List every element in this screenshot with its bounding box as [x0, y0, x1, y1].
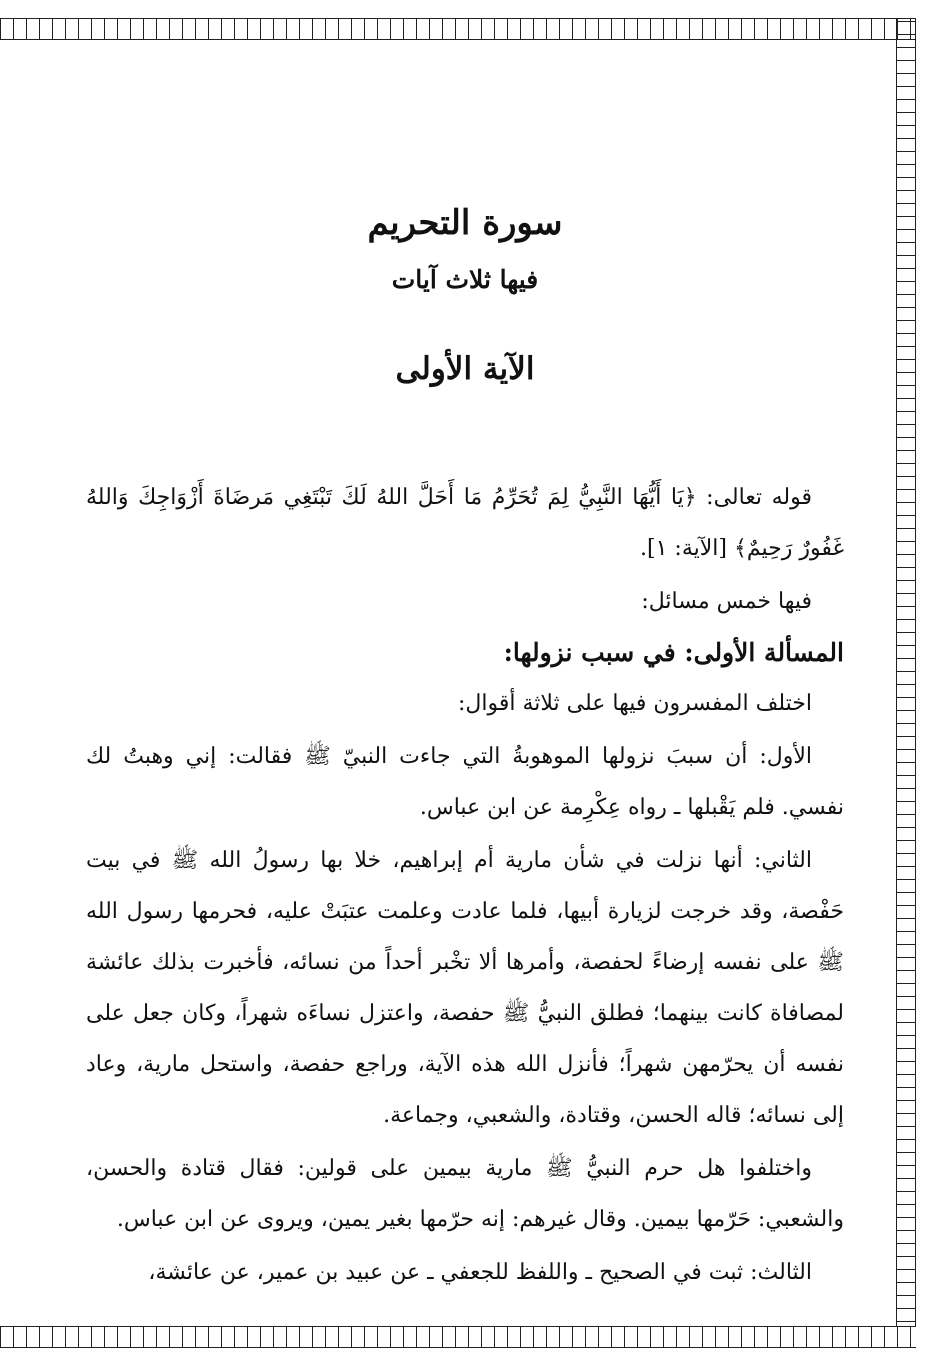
section-heading: المسألة الأولى: في سبب نزولها: — [503, 638, 844, 667]
paragraph-second-opinion: الثاني: أنها نزلت في شأن مارية أم إبراهيم، خلا بها رسولُ الله ﷺ في بيت حَفْصة، وقد خرجت لزيارة أبيها، فلما عادت وعلمت عتبَتْ عليه، فحرمها رسول الله ﷺ على نفسه إرضاءً لحفصة، وأمرها ألا تخْبر أحداً من نسائه، فأخبرت بذلك عائشة لمصافاة كانت بينهما؛ فطلق النبيُّ ﷺ حفصة، واعتزل نساءَه شهراً، وكان جعل على نفسه أن يحرّمهن شهراً؛ فأنزل الله هذه الآية، وراجع حفصة، واستحل مارية، وعاد إلى نسائه؛ قاله الحسن، وقتادة، والشعبي، وجماعة. — [86, 848, 844, 1128]
body-text — [86, 472, 844, 1298]
border-top — [0, 18, 916, 40]
ayah-title: الآية الأولى — [395, 351, 535, 387]
paragraph-oath-dispute: واختلفوا هل حرم النبيُّ ﷺ مارية بيمين على قولين: فقال قتادة والحسن، والشعبي: حَرّمها بيمين. وقال غيرهم: إنه حرّمها بغير يمين، ويروى عن ابن عباس. — [86, 1156, 844, 1232]
surah-title: سورة التحريم — [367, 203, 563, 243]
paragraph-first-opinion: الأول: أن سببَ نزولها الموهوبةُ التي جاءت النبيّ ﷺ فقالت: إني وهبتُ لك نفسي. فلم يَقْبلها ـ رواه عِكْرِمة عن ابن عباس. — [86, 744, 844, 820]
page-content — [86, 60, 844, 1298]
border-right — [896, 18, 916, 1348]
paragraph-issues-count: فيها خمس مسائل: — [641, 589, 812, 614]
surah-subtitle: فيها ثلاث آيات — [391, 265, 539, 294]
paragraph-opinions-intro: اختلف المفسرون فيها على ثلاثة أقوال: — [458, 691, 812, 716]
border-bottom — [0, 1326, 916, 1348]
paragraph-verse: قوله تعالى: ﴿يَا أَيُّهَا النَّبِيُّ لِمَ تُحَرِّمُ مَا أَحَلَّ اللهُ لَكَ تَبْتَغِي مَرضَاةَ أَزْوَاجِكَ وَاللهُ غَفُورٌ رَحِيمٌ﴾ [الآية: ١]. — [86, 485, 844, 561]
paragraph-third-opinion: الثالث: ثبت في الصحيح ـ واللفظ للجعفي ـ عن عبيد بن عمير، عن عائشة، — [148, 1260, 812, 1285]
